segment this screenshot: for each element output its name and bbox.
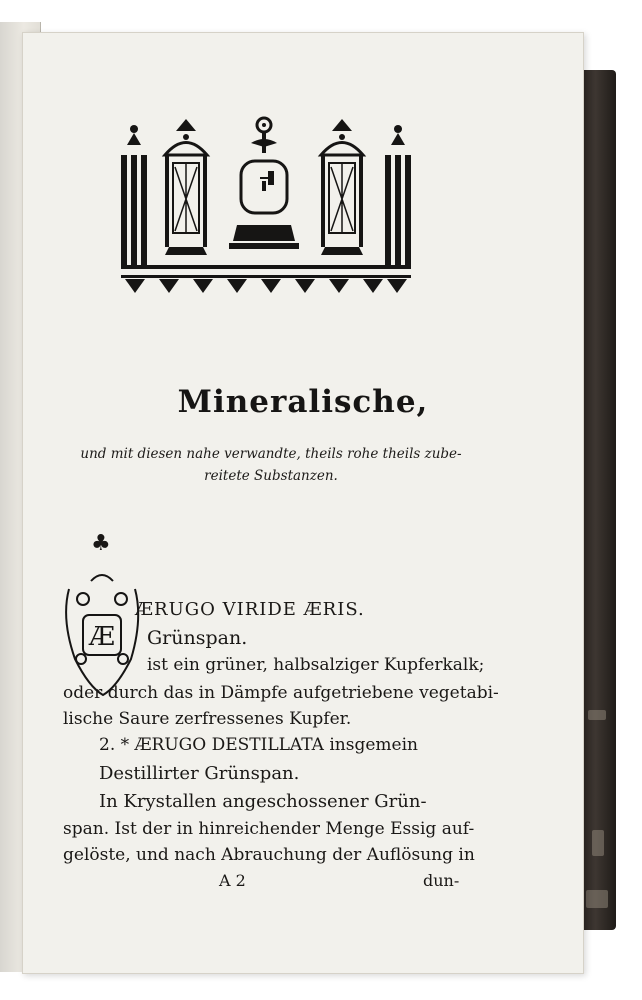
book-page <box>22 32 584 974</box>
signature-mark: A 2 <box>219 871 246 890</box>
subheading-line-2: reitete Substanzen. <box>204 468 338 484</box>
entry-2-line-1: 2. * ÆRUGO DESTILLATA insgemein <box>99 735 418 755</box>
catchword: dun- <box>423 871 460 890</box>
entry-2-line-5: gelöste, und nach Abrauchung der Auflösung in <box>63 845 475 865</box>
entry-1-line-2: ist ein grüner, halbsalziger Kupferkalk; <box>147 655 485 675</box>
decorative-vignette <box>121 115 411 295</box>
ornament-glyph-icon: ♣ <box>91 531 111 556</box>
entry-1-line-1: Grünspan. <box>147 627 248 649</box>
svg-text:Æ: Æ <box>88 622 116 652</box>
initial-ornament-icon <box>61 559 143 699</box>
subheading-line-1: und mit diesen nahe verwandte, theils rohe theils zube- <box>80 446 462 462</box>
entry-1-line-3: oder durch das in Dämpfe aufgetriebene vegetabi- <box>63 683 499 703</box>
section-subheading <box>61 443 481 487</box>
section-heading: Mineralische, <box>177 384 429 420</box>
book-spine-binding <box>582 70 616 930</box>
entry-2-line-4: span. Ist der in hinreichender Menge Essig auf- <box>63 819 475 839</box>
entry-2-line-2: Destillirter Grünspan. <box>99 763 300 784</box>
entry-1-line-4: lische Saure zerfressenes Kupfer. <box>63 709 352 729</box>
entry-1-title: ÆRUGO VIRIDE ÆRIS. <box>135 599 365 620</box>
entry-2-line-3: In Krystallen angeschossener Grün- <box>99 791 427 812</box>
